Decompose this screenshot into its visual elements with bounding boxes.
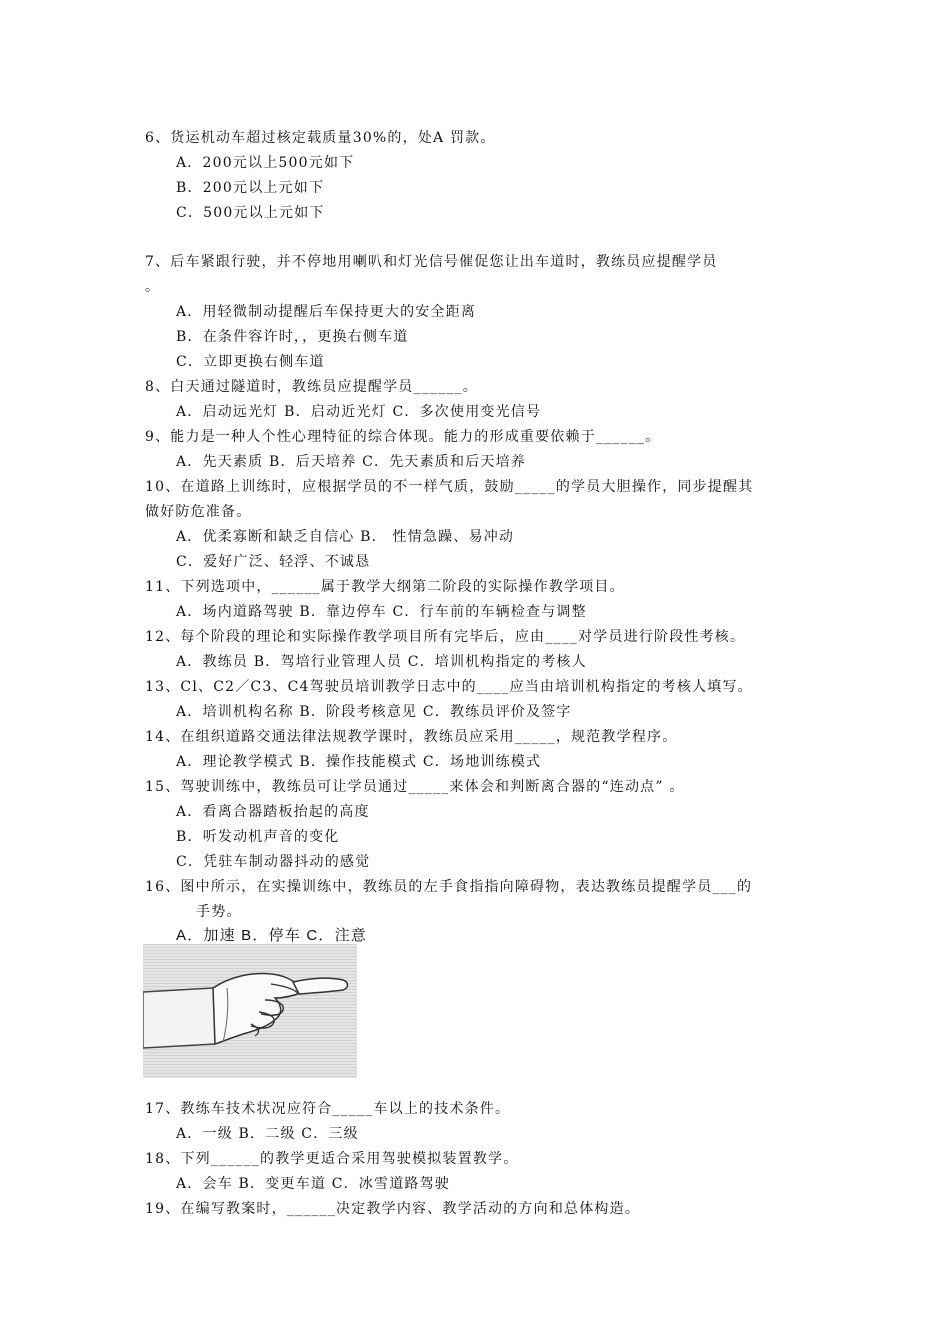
option-10ab: A．优柔寡断和缺乏自信心 B． 性情急躁、易冲动	[176, 529, 515, 545]
option-15a: A．看离合器踏板抬起的高度	[176, 804, 370, 820]
option-11: A．场内道路驾驶 B．靠边停车 C．行车前的车辆检查与调整	[176, 604, 587, 620]
question-12: 12、每个阶段的理论和实际操作教学项目所有完毕后，应由____对学员进行阶段性考核。	[145, 629, 746, 645]
question-7-cont: 。	[145, 279, 161, 295]
option-10c: C．爱好广泛、轻浮、不诚恳	[176, 554, 371, 570]
question-19: 19、在编写教案时，______决定教学内容、教学活动的方向和总体构造。	[145, 1201, 641, 1217]
question-8: 8、白天通过隧道时，教练员应提醒学员______。	[145, 379, 478, 395]
hand-pointing-image	[143, 944, 357, 1078]
question-16-cont: 手势。	[196, 904, 242, 920]
option-9: A．先天素质 B．后天培养 C．先天素质和后天培养	[176, 454, 527, 470]
question-10: 10、在道路上训练时，应根据学员的不一样气质，鼓励_____的学员大胆操作，同步提醒其	[145, 479, 754, 495]
option-7b: B．在条件容许时，，更换右侧车道	[176, 329, 409, 345]
question-6: 6、货运机动车超过核定载质量30%的，处A 罚款。	[145, 130, 496, 146]
option-8: A．启动远光灯 B．启动近光灯 C．多次使用变光信号	[176, 404, 542, 420]
option-12: A．教练员 B．驾培行业管理人员 C．培训机构指定的考核人	[176, 654, 587, 670]
option-15c: C．凭驻车制动器抖动的感觉	[176, 854, 371, 870]
option-16: A．加速 B．停车 C．注意	[176, 927, 367, 944]
question-13: 13、Cl、C2／C3、C4驾驶员培训教学日志中的____应当由培训机构指定的考核人填写。	[145, 679, 753, 695]
question-9: 9、能力是一种人个性心理特征的综合体现。能力的形成重要依赖于______。	[145, 429, 661, 445]
option-6a: A．200元以上500元如下	[176, 155, 355, 171]
option-15b: B．听发动机声音的变化	[176, 829, 340, 845]
question-17: 17、教练车技术状况应符合_____车以上的技术条件。	[145, 1101, 511, 1117]
pointing-hand-icon	[143, 944, 357, 1078]
question-11: 11、下列选项中，______属于教学大纲第二阶段的实际操作教学项目。	[145, 579, 625, 595]
option-13: A．培训机构名称 B．阶段考核意见 C．教练员评价及签字	[176, 704, 572, 720]
question-14: 14、在组织道路交通法律法规教学课时，教练员应采用_____，规范教学程序。	[145, 729, 678, 745]
option-6c: C．500元以上元如下	[176, 205, 325, 221]
question-10-cont: 做好防危准备。	[145, 504, 252, 520]
option-14: A．理论教学模式 B．操作技能模式 C．场地训练模式	[176, 754, 542, 770]
option-7a: A．用轻微制动提醒后车保持更大的安全距离	[176, 304, 477, 320]
question-18: 18、下列______的教学更适合采用驾驶模拟装置教学。	[145, 1151, 519, 1167]
option-18: A．会车 B．变更车道 C．冰雪道路驾驶	[176, 1176, 451, 1192]
option-17: A．一级 B．二级 C．三级	[176, 1126, 359, 1142]
question-7: 7、后车紧跟行驶，并不停地用喇叭和灯光信号催促您让出车道时，教练员应提醒学员	[145, 254, 718, 270]
option-7c: C．立即更换右侧车道	[176, 354, 325, 370]
option-6b: B．200元以上元如下	[176, 180, 325, 196]
question-15: 15、驾驶训练中，教练员可让学员通过_____来体会和判断离合器的“连动点” 。	[145, 779, 685, 795]
question-16: 16、图中所示，在实操训练中，教练员的左手食指指向障碍物，表达教练员提醒学员___的	[145, 879, 753, 895]
